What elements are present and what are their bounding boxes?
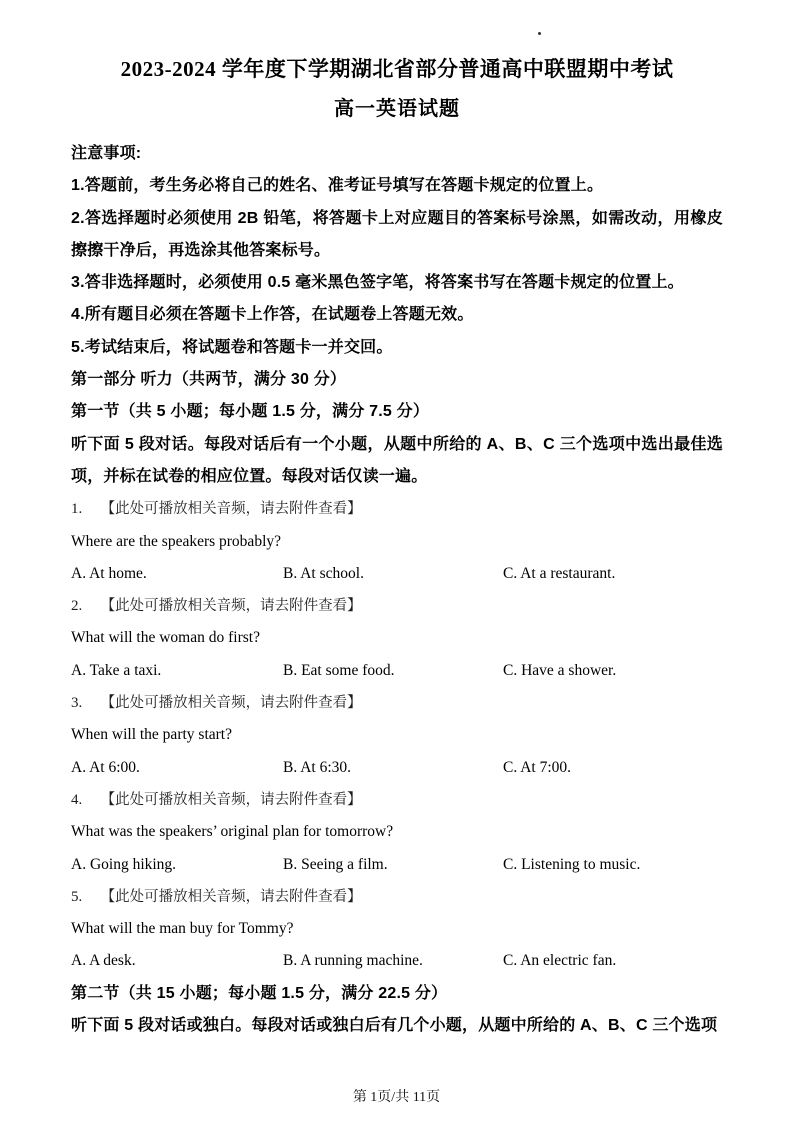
question-text: When will the party start? <box>71 726 232 744</box>
audio-placeholder-text: 【此处可播放相关音频，请去附件查看】 <box>100 695 362 712</box>
audio-placeholder-line <box>71 590 723 622</box>
option-c: C. Have a shower. <box>503 661 617 679</box>
option-c: C. At a restaurant. <box>503 564 616 582</box>
option-b: B. A running machine. <box>283 952 423 970</box>
option-b: B. Eat some food. <box>283 661 395 679</box>
notice-item-3: 3.答非选择题时，必须使用 0.5 毫米黑色签字笔，将答案书写在答题卡规定的位置上。 <box>71 274 684 292</box>
exam-subtitle: 高一英语试题 <box>334 98 460 120</box>
audio-placeholder-line <box>71 493 723 525</box>
part1-heading: 第一部分 听力（共两节，满分 30 分） <box>71 371 347 389</box>
question-block-5 <box>71 881 723 978</box>
notice-item-5: 5.考试结束后，将试题卷和答题卡一并交回。 <box>71 338 393 356</box>
audio-placeholder-text: 【此处可播放相关音频，请去附件查看】 <box>100 501 362 518</box>
options-row <box>71 655 723 687</box>
option-a: A. Take a taxi. <box>71 661 162 679</box>
audio-placeholder-line <box>71 687 723 719</box>
question-block-1 <box>71 493 723 590</box>
audio-placeholder-text: 【此处可播放相关音频，请去附件查看】 <box>100 888 362 905</box>
option-c: C. An electric fan. <box>503 952 617 970</box>
question-number: 5. <box>71 888 83 905</box>
question-text: Where are the speakers probably? <box>71 532 281 550</box>
option-c: C. At 7:00. <box>503 758 572 776</box>
scan-artifact-dot <box>538 32 541 35</box>
page-number-footer: 第 1页/共 11页 <box>352 1090 441 1105</box>
option-a: A. Going hiking. <box>71 855 177 873</box>
exam-title: 2023-2024 学年度下学期湖北省部分普通高中联盟期中考试 <box>120 57 674 81</box>
option-b: B. At school. <box>283 564 364 582</box>
question-number: 3. <box>71 695 83 712</box>
option-a: A. A desk. <box>71 952 136 970</box>
section2-heading: 第二节（共 15 小题；每小题 1.5 分，满分 22.5 分） <box>71 984 448 1002</box>
question-number: 1. <box>71 501 83 518</box>
question-text: What will the man buy for Tommy? <box>71 920 294 938</box>
options-row <box>71 945 723 977</box>
section1-heading: 第一节（共 5 小题；每小题 1.5 分，满分 7.5 分） <box>71 403 430 421</box>
audio-placeholder-line <box>71 881 723 913</box>
section1-instructions: 听下面 5 段对话。每段对话后有一个小题，从题中所给的 A、B、C 三个选项中选出最佳选项，并标在试卷的相应位置。每段对话仅读一遍。 <box>71 435 723 485</box>
question-text: What will the woman do first? <box>71 629 260 647</box>
audio-placeholder-text: 【此处可播放相关音频，请去附件查看】 <box>100 598 362 615</box>
option-b: B. Seeing a film. <box>283 855 388 873</box>
option-b: B. At 6:30. <box>283 758 352 776</box>
question-number: 2. <box>71 598 83 615</box>
audio-placeholder-line <box>71 784 723 816</box>
question-number: 4. <box>71 791 83 808</box>
notice-item-2: 2.答选择题时必须使用 2B 铅笔，将答题卡上对应题目的答案标号涂黑，如需改动，用橡皮擦擦干净后，再选涂其他答案标号。 <box>71 209 723 259</box>
section2-instructions: 听下面 5 段对话或独白。每段对话或独白后有几个小题，从题中所给的 A、B、C 三个选项 <box>71 1017 718 1035</box>
audio-placeholder-text: 【此处可播放相关音频，请去附件查看】 <box>100 791 362 808</box>
options-row <box>71 558 723 590</box>
option-a: A. At 6:00. <box>71 758 140 776</box>
option-a: A. At home. <box>71 564 147 582</box>
question-block-2 <box>71 590 723 687</box>
question-block-3 <box>71 687 723 784</box>
question-text: What was the speakers’ original plan for tomorrow? <box>71 823 394 841</box>
notice-item-1: 1.答题前，考生务必将自己的姓名、准考证号填写在答题卡规定的位置上。 <box>71 177 604 195</box>
options-row <box>71 752 723 784</box>
notice-heading: 注意事项: <box>71 145 142 162</box>
notice-item-4: 4.所有题目必须在答题卡上作答，在试题卷上答题无效。 <box>71 306 474 324</box>
option-c: C. Listening to music. <box>503 855 641 873</box>
question-block-4 <box>71 784 723 881</box>
options-row <box>71 849 723 881</box>
